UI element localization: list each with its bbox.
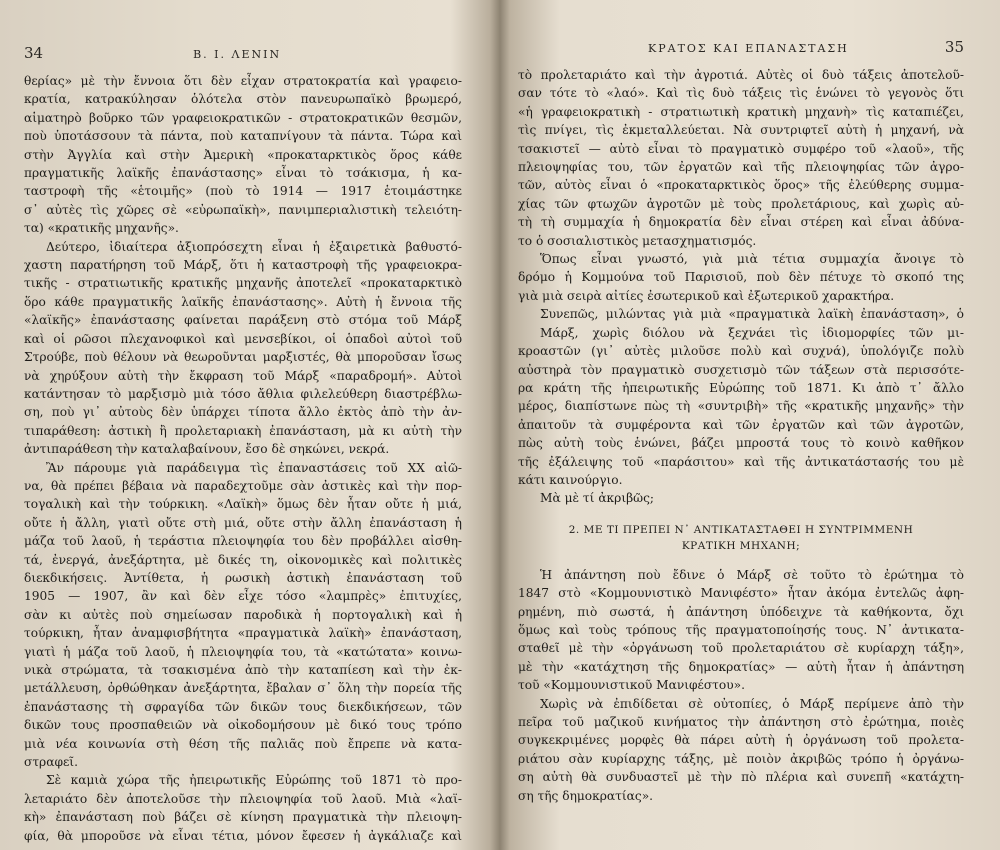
text-line: τσακιστεῖ — αὐτὸ εἶναι τὸ πραγματικὸ συμφέρο τοῦ «λαοῦ», τῆς bbox=[518, 141, 964, 156]
section-title-line: ΚΡΑΤΙΚΗ ΜΗΧΑΝΗ; bbox=[681, 539, 801, 552]
text-line: Μὰ μὲ τί ἀκριβῶς; bbox=[540, 491, 655, 506]
text-line: τά, ἐνεργά, ἀνεξάρτητα, μὲ δικές τη, οἰκονομικὲς καὶ πολιτικὲς bbox=[24, 552, 462, 567]
text-line: χίας τῶν φτωχῶν ἀγροτῶν μὲ τοὺς προλετάριους, καὶ χωρὶς αὐ- bbox=[518, 196, 964, 211]
text-line: πὼς αὐτὴ τοὺς ἑνώνει, βάζει μπροστά τους τὸ κοινὸ καθῆκον bbox=[518, 436, 964, 451]
text-line: ση τῆς δημοκρατίας». bbox=[518, 788, 654, 803]
text-line: μάζα τοῦ λαοῦ, ἡ τεράστια πλειοψηφία του δὲν προβάλλει αἰσθη- bbox=[24, 534, 462, 549]
text-line: Ἂν πάρουμε γιὰ παράδειγμα τὶς ἐπαναστάσεις τοῦ XX αἰῶ- bbox=[46, 460, 462, 475]
text-line: Συνεπῶς, μιλώντας γιὰ μιὰ «πραγματικὰ λαϊκὴ ἐπανάσταση», ὁ Μάρξ, χωρὶς διόλου νὰ ξεχνάει τὶς ἰδιομορφίες τῶν μι- bbox=[540, 307, 964, 340]
right-page-section-text bbox=[518, 566, 964, 805]
text-line: τῶν, αὐτὸς εἶναι ὁ «προκαταρκτικὸς ὅρος» τῆς ἐλεύθερης συμμα- bbox=[518, 178, 964, 193]
text-line: Ὅπως εἶναι γνωστό, γιὰ μιὰ τέτια συμμαχία ἄνοιγε τὸ bbox=[540, 252, 964, 267]
text-line: λεταριάτο δὲν ἀποτελοῦσε τὴν πλειοψηφία τοῦ λαοῦ. Μιὰ «λαϊ- bbox=[24, 791, 462, 806]
text-line: κρατία, κατρακύλησαν ὁλότελα στὸν πανευρωπαϊκὸ βρωμερό, bbox=[24, 92, 462, 107]
text-line: Δεύτερο, ἰδιαίτερα ἀξιοπρόσεχτη εἶναι ἡ ἐξαιρετικὰ βαθυστό- bbox=[46, 239, 462, 254]
text-line: ποὺ ὑποτάσσουν τὰ πάντα, ποὺ καταπνίγουν τὰ πάντα. Τώρα καὶ bbox=[24, 129, 462, 144]
text-line: ση αὐτὴ θὰ συνδυαστεῖ μὲ τὴν πὸ πλέρια καὶ συνεπῆ «κατάχτη- bbox=[518, 770, 964, 785]
text-line: πραγματικῆς λαϊκῆς ἐπανάστασης» εἶναι τὸ τσάκισμα, ἡ κα- bbox=[24, 166, 462, 181]
text-line: το ὁ σοσιαλιστικὸς μετασχηματισμός. bbox=[518, 233, 757, 248]
text-line: κατάντησαν τὸ μαρξισμὸ μιὰ τόσο ἄθλια φιλελεύθερη διαστρέβλω- bbox=[24, 386, 462, 401]
text-line: πλειοψηφίας του, τῶν ἐργατῶν καὶ τῆς πλειοψηφίας τῶν ἀγρο- bbox=[518, 160, 964, 175]
text-line: στραφεῖ. bbox=[24, 755, 78, 770]
text-line: να, θὰ πρέπει βέβαια νὰ παραδεχτοῦμε σὰν ἀστικὲς καὶ τὴν πορ- bbox=[24, 478, 462, 493]
text-line: μετάλλευση, ὀρθώθηκαν ἀνεξάρτητα, ἔβαλαν σ᾽ ὅλη τὴν πορεία τῆς bbox=[24, 681, 462, 696]
text-line: διεκδικήσεις. Ἀντίθετα, ἡ ρωσικὴ ἀστικὴ ἐπανάσταση τοῦ bbox=[24, 570, 462, 585]
text-line: ὅμως καὶ τοὺς τρόπους τῆς πραγματοποίησής τους. Ν᾽ ἀντικατα- bbox=[518, 622, 964, 637]
text-line: σ᾽ αὐτὲς τὶς χῶρες σὲ «εὐρωπαϊκὴ», πανιμπεριαλιστικὴ τελειότη- bbox=[24, 202, 462, 217]
text-line: χαστη παρατήρηση τοῦ Μάρξ, ὅτι ἡ καταστροφὴ τῆς γραφειοκρα- bbox=[24, 258, 462, 273]
text-line: ρημένη, πιὸ σωστά, ἡ ἀπάντηση ὑπόδειχνε τὰ καθήκοντα, ὄχι bbox=[518, 604, 964, 619]
text-line: ὅρο κάθε πραγματικῆς λαϊκῆς ἐπανάστασης». Αὐτὴ ἡ ἔννοια τῆς bbox=[24, 294, 462, 309]
text-line: τὴ τὴ συμμαχία ἡ δημοκρατία δὲν εἶναι στέρεη καὶ εἶναι ἀδύνα- bbox=[518, 215, 964, 230]
section-title bbox=[518, 522, 964, 554]
text-line: κροαστῶν (γι᾽ αὐτὲς μιλοῦσε πολὺ καὶ συχνά), ὑπολόγιζε πολὺ bbox=[518, 344, 964, 359]
text-line: αὐστηρὰ τὸν πραγματικὸ συσχετισμὸ τῶν τάξεων στὰ περισσότε- bbox=[518, 362, 964, 377]
text-line: οὔτε ἡ ἄλλη, γιατὶ οὔτε στὴ μιά, οὔτε στὴν ἄλλη ἐπανάσταση ἡ bbox=[24, 515, 462, 530]
text-line: σταθεῖ μὲ τὴν «ὀργάνωση τοῦ προλεταριάτου σὲ κυρίαρχη τάξη», bbox=[518, 641, 964, 656]
right-page bbox=[506, 0, 1000, 850]
text-line: μιὰ νέα κοινωνία στὴ θέση τῆς παλιᾶς ποὺ ἔπρεπε νὰ κατα- bbox=[24, 736, 462, 751]
text-line: τιπαράθεση: ἀστικὴ ἢ προλεταριακὴ ἐπανάσταση, μὰ κι αὐτὴ τὴν bbox=[24, 423, 462, 438]
running-head: ΚΡΑΤΟΣ ΚΑΙ ΕΠΑΝΑΣΤΑΣΗ bbox=[648, 42, 849, 55]
text-line: νὰ χηρύξουν αὐτὴ τὴν ἔκφραση τοῦ Μάρξ «παραδρομή». Αὐτοὶ bbox=[24, 368, 462, 383]
text-line: τῆς ἐξάλειψης τοῦ «παράσιτου» καὶ τῆς ἀντικατάστασής του μὲ bbox=[518, 454, 964, 469]
text-line: αἱματηρὸ βοῦρκο τῶν γραφειοκρατικῶν - στρατοκρατικῶν θεσμῶν, bbox=[24, 110, 462, 125]
text-line: ἀντιπαράθεση τὴν καταλαβαίνουν, ἔσο δὲ σηκώνει, νεκρά. bbox=[24, 442, 390, 457]
text-line: κὴ» ἐπανάσταση ποὺ βάζει σὲ κίνηση πραγματικὰ τὴν πλειοψη- bbox=[24, 810, 462, 825]
text-line: μέρος, διαπίστωνε πὼς τὴ «συντριβὴ» τῆς «κρατικῆς μηχανῆς» τὴν bbox=[518, 399, 964, 414]
section-title-line: 2. ΜΕ ΤΙ ΠΡΕΠΕΙ Ν᾽ ΑΝΤΙΚΑΤΑΣΤΑΘΕΙ Η ΣΥΝΤΡΙΜΜΕΝΗ bbox=[568, 523, 914, 536]
page-number: 34 bbox=[24, 44, 44, 62]
text-line: ριάτου σὰν κυρίαρχης τάξης, μὲ ποιὸν ἀκριβῶς τρόπο ἡ ὀργάνω- bbox=[518, 751, 964, 766]
text-line: σὰν κι αὐτὲς ποὺ σημείωσαν παροδικὰ ἡ πορτογαλικὴ καὶ ἡ bbox=[24, 607, 462, 622]
text-line: συγκεκριμένες μορφὲς θὰ πάρει αὐτὴ ἡ ὀργάνωση τοῦ προλετα- bbox=[518, 733, 964, 748]
text-line: καὶ οἱ ρῶσοι πλεχανοφικοὶ καὶ μενσεβίκοι, οἱ ὁπαδοὶ αὐτοὶ τοῦ bbox=[24, 331, 462, 346]
text-line: τικῆς - στρατιωτικῆς κρατικῆς μηχανῆς ἀποτελεῖ «προκαταρκτικὸ bbox=[24, 276, 462, 291]
text-line: ταστροφὴ τῆς «ἑτοιμῆς» (ποὺ τὸ 1914 — 1917 ἑτοιμάστηκε bbox=[24, 184, 462, 199]
text-line: «ἡ γραφειοκρατικὴ - στρατιωτικὴ κρατικὴ μηχανὴ» τὶς καταπιέζει, bbox=[518, 104, 964, 119]
text-line: σαν τότε τὸ «λαό». Καὶ τὶς δυὸ τάξεις τὶς ἑνώνει τὸ γεγονὸς ὅτι bbox=[518, 86, 964, 101]
text-line: 1905 — 1907, ἂν καὶ δὲν εἶχε τόσο «λαμπρὲς» ἐπιτυχίες, bbox=[24, 589, 462, 604]
text-line: νικὰ στρώματα, τὰ τσακισμένα ἀπὸ τὴν καταπίεση καὶ τὴν ἐκ- bbox=[24, 663, 462, 677]
text-line: ρα κράτη τῆς ἠπειρωτικῆς Εὐρώπης τοῦ 1871. Κι ἀπὸ τ᾽ ἄλλο bbox=[518, 380, 964, 395]
text-line: 1847 στὸ «Κομμουνιστικὸ Μανιφέστο» ἦταν ἀκόμα ἐντελῶς ἀφη- bbox=[518, 586, 964, 601]
text-line: δικῶν τους προσπαθειῶν νὰ οἰκοδομήσουν μὲ δικό τους τρόπο bbox=[24, 718, 462, 733]
text-line: τοῦ «Κομμουνιστικοῦ Μανιφέστου». bbox=[518, 678, 745, 693]
text-line: θερίας» μὲ τὴν ἔννοια ὅτι δὲν εἶχαν στρατοκρατία καὶ γραφειο- bbox=[24, 74, 462, 88]
left-page-text bbox=[24, 72, 462, 845]
text-line: δρόμο ἡ Κομμούνα τοῦ Παρισιοῦ, ποὺ δὲν πέτυχε τὸ σκοπό της bbox=[518, 270, 964, 285]
text-line: τα) «κρατικῆς μηχανῆς». bbox=[24, 221, 179, 236]
text-line: Ἡ ἀπάντηση ποὺ ἔδινε ὁ Μάρξ σὲ τοῦτο τὸ ἐρώτημα τὸ bbox=[540, 567, 964, 582]
text-line: Σὲ καμιὰ χώρα τῆς ἠπειρωτικῆς Εὐρώπης τοῦ 1871 τὸ προ- bbox=[46, 773, 462, 788]
text-line: τογαλικὴ καὶ τὴν τούρκικη. «Λαϊκὴ» ὅμως δὲν ἦταν οὔτε ἡ μιά, bbox=[24, 497, 462, 512]
text-line: ἀπαιτοῦν τὰ συμφέροντα καὶ τῶν ἐργατῶν καὶ τῶν ἀγροτῶν, bbox=[518, 417, 964, 432]
text-line: ἐπανάστασης τὴ σφραγίδα τῶν δικῶν τους διεκδικήσεων, τῶν bbox=[24, 699, 462, 714]
left-page-header bbox=[24, 44, 462, 62]
text-line: τούρκικη, ἦταν ἀναμφισβήτητα «πραγματικὰ λαϊκὴ» ἐπανάσταση, bbox=[24, 626, 462, 641]
running-head: Β. Ι. ΛΕΝΙΝ bbox=[193, 48, 282, 61]
text-line: γιὰ μιὰ σειρὰ αἰτίες ἐσωτερικοῦ καὶ ἐξωτερικοῦ χαρακτήρα. bbox=[518, 288, 895, 303]
text-line: γιατὶ ἡ μάζα τοῦ λαοῦ, ἡ πλειοψηφία του, τὰ «κατώτατα» κοινω- bbox=[24, 644, 462, 659]
text-line: φία, θὰ μποροῦσε νὰ εἶναι τέτια, μόνον ἔφεσεν ἡ ἀγκάλιαζε καὶ bbox=[24, 828, 462, 843]
text-line: ση, ποὺ γι᾽ αὐτοὺς δὲν ὑπάρχει τίποτα ἄλλο ἐκτὸς ἀπὸ τὴν ἀν- bbox=[24, 405, 462, 420]
text-line: στὴν Ἀγγλία καὶ στὴν Ἀμερικὴ «προκαταρκτικὸς ὅρος κάθε bbox=[24, 147, 462, 162]
right-page-text bbox=[518, 66, 964, 508]
text-line: τὶς πνίγει, τὶς ἐκμεταλλεύεται. Νὰ συντριφτεῖ αὐτὴ ἡ μηχανή, νὰ bbox=[518, 123, 964, 138]
text-line: Στρούβε, ποὺ θέλουν νὰ θεωροῦνται μαρξιστές, θὰ μποροῦσαν ἴσως bbox=[24, 350, 462, 365]
text-line: πεῖρα τοῦ μαζικοῦ κινήματος τὴν ἀπάντηση στὸ ἐρώτημα, ποιὲς bbox=[518, 715, 964, 729]
text-line: κάτι καινούργιο. bbox=[518, 472, 623, 487]
left-page bbox=[0, 0, 492, 850]
text-line: «λαϊκῆς» ἐπανάστασης φαίνεται παράξενη στὸ στόμα τοῦ Μάρξ bbox=[24, 313, 462, 328]
page-number: 35 bbox=[944, 38, 964, 56]
right-page-header bbox=[518, 38, 964, 56]
text-line: Χωρὶς νὰ ἐπιδίδεται σὲ οὐτοπίες, ὁ Μάρξ περίμενε ἀπὸ τὴν bbox=[540, 696, 964, 711]
text-line: μὲ τὴν «κατάχτηση τῆς δημοκρατίας» — αὐτὴ ἦταν ἡ ἀπάντηση bbox=[518, 659, 964, 674]
text-line: τὸ προλεταριάτο καὶ τὴν ἀγροτιά. Αὐτὲς οἱ δυὸ τάξεις ἀποτελοῦ- bbox=[518, 68, 964, 82]
